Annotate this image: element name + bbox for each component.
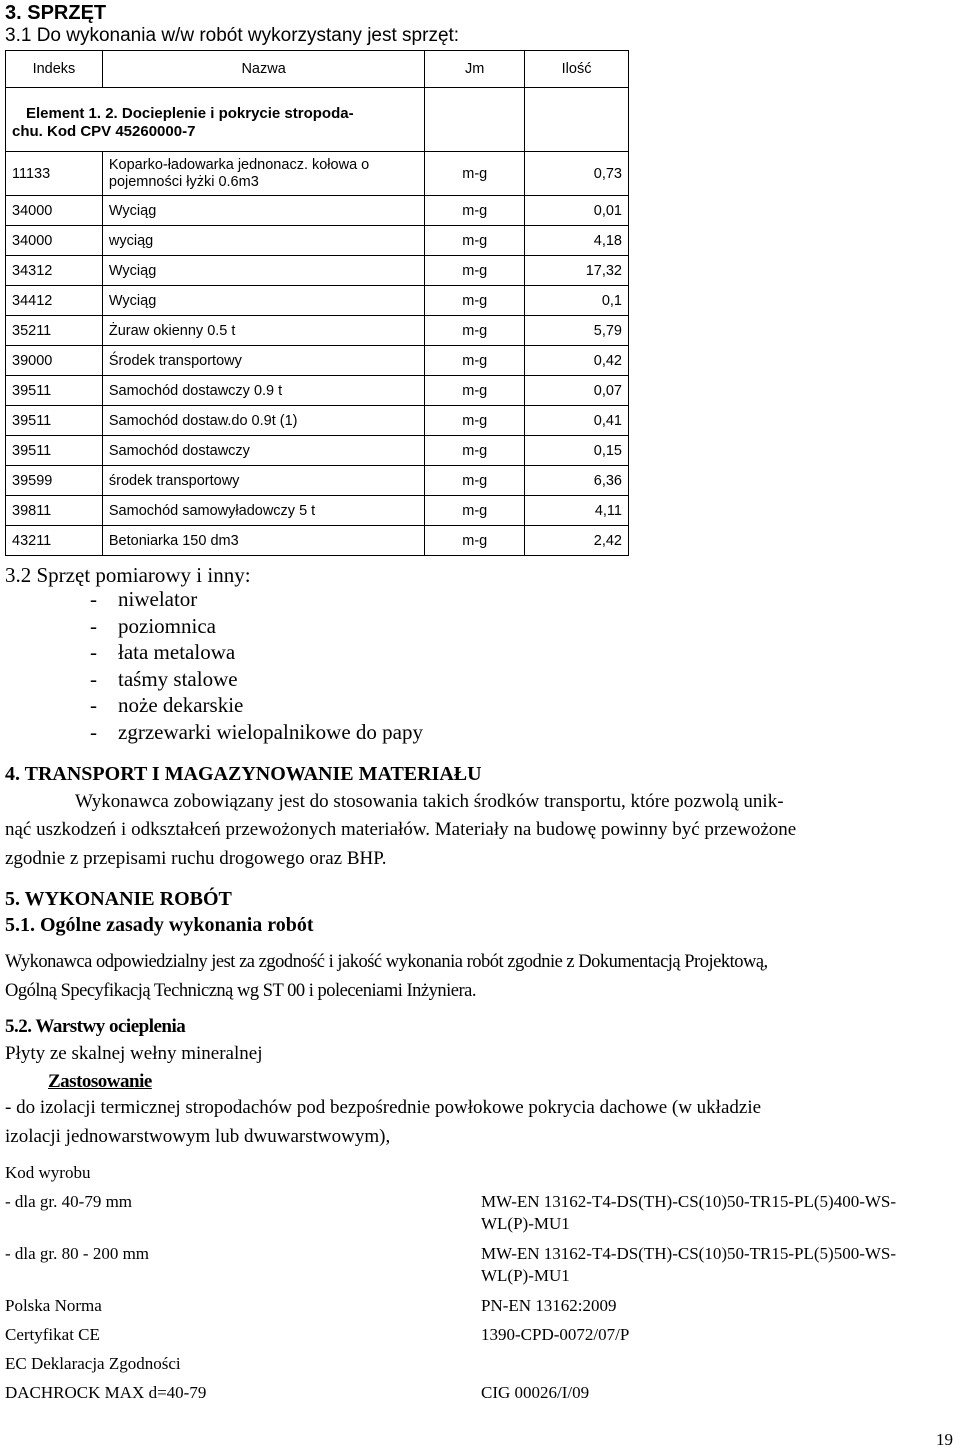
table-row bbox=[6, 526, 629, 556]
row-index: 39511 bbox=[6, 406, 103, 436]
list-item: - taśmy stalowe bbox=[90, 667, 238, 691]
row-qty: 0,01 bbox=[525, 196, 629, 226]
section-5-1-title: 5.1. Ogólne zasady wykonania robót bbox=[5, 914, 314, 936]
header-nazwa: Nazwa bbox=[102, 51, 424, 88]
row-index: 39511 bbox=[6, 376, 103, 406]
table-row bbox=[6, 152, 629, 196]
row-name: Wyciąg bbox=[102, 196, 424, 226]
kod-wyrobu-label: Kod wyrobu bbox=[5, 1163, 91, 1182]
header-ilosc: Ilość bbox=[525, 51, 629, 88]
table-row bbox=[6, 466, 629, 496]
header-indeks: Indeks bbox=[6, 51, 103, 88]
table-row bbox=[6, 256, 629, 286]
row-qty: 0,42 bbox=[525, 346, 629, 376]
row-index: 39599 bbox=[6, 466, 103, 496]
row-qty: 6,36 bbox=[525, 466, 629, 496]
spec-label: Certyfikat CE bbox=[5, 1325, 100, 1344]
element-ilosc-cell bbox=[525, 88, 629, 152]
spec-label: DACHROCK MAX d=40-79 bbox=[5, 1383, 207, 1402]
row-index: 39511 bbox=[6, 436, 103, 466]
table-row bbox=[6, 346, 629, 376]
row-unit: m-g bbox=[425, 376, 525, 406]
list-item: - zgrzewarki wielopalnikowe do papy bbox=[90, 720, 423, 744]
table-row bbox=[6, 436, 629, 466]
row-name: środek transportowy bbox=[102, 466, 424, 496]
row-qty: 4,11 bbox=[525, 496, 629, 526]
list-item: - noże dekarskie bbox=[90, 693, 244, 717]
table-row bbox=[6, 496, 629, 526]
section-5-2-title: 5.2. Warstwy ocieplenia bbox=[5, 1016, 186, 1037]
row-unit: m-g bbox=[425, 406, 525, 436]
table-row bbox=[6, 226, 629, 256]
section-3-title: 3. SPRZĘT bbox=[5, 2, 107, 24]
row-unit: m-g bbox=[425, 526, 525, 556]
row-unit: m-g bbox=[425, 466, 525, 496]
row-qty: 4,18 bbox=[525, 226, 629, 256]
spec-value-line1: 1390-CPD-0072/07/P bbox=[481, 1325, 630, 1344]
section-4-paragraph-line3: zgodnie z przepisami ruchu drogowego oraz BHP. bbox=[5, 848, 387, 869]
row-qty: 0,41 bbox=[525, 406, 629, 436]
row-index: 11133 bbox=[6, 152, 103, 196]
row-name bbox=[102, 152, 424, 196]
row-unit: m-g bbox=[425, 152, 525, 196]
row-index: 34412 bbox=[6, 286, 103, 316]
spec-label: - dla gr. 80 - 200 mm bbox=[5, 1244, 150, 1263]
row-name: Samochód samowyładowczy 5 t bbox=[102, 496, 424, 526]
row-index: 35211 bbox=[6, 316, 103, 346]
spec-label: - dla gr. 40-79 mm bbox=[5, 1192, 133, 1211]
row-name: Samochód dostawczy bbox=[102, 436, 424, 466]
spec-label: Polska Norma bbox=[5, 1296, 102, 1315]
row-name: Wyciąg bbox=[102, 286, 424, 316]
row-unit: m-g bbox=[425, 316, 525, 346]
row-qty: 5,79 bbox=[525, 316, 629, 346]
row-index: 43211 bbox=[6, 526, 103, 556]
row-name: wyciąg bbox=[102, 226, 424, 256]
section-4-paragraph-line1: Wykonawca zobowiązany jest do stosowania takich środków transportu, które pozwolą unik- bbox=[75, 791, 784, 812]
section-5-1-paragraph-line2: Ogólną Specyfikacją Techniczną wg ST 00 i poleceniami Inżyniera. bbox=[5, 981, 476, 1001]
table-row bbox=[6, 406, 629, 436]
spec-value-line2: WL(P)-MU1 bbox=[481, 1266, 570, 1285]
table-row bbox=[6, 376, 629, 406]
row-unit: m-g bbox=[425, 286, 525, 316]
table-header-row bbox=[6, 51, 629, 88]
row-name: Betoniarka 150 dm3 bbox=[102, 526, 424, 556]
row-name: Samochód dostaw.do 0.9t (1) bbox=[102, 406, 424, 436]
row-name: Żuraw okienny 0.5 t bbox=[102, 316, 424, 346]
row-qty: 0,1 bbox=[525, 286, 629, 316]
equipment-table bbox=[5, 50, 629, 556]
row-name-line1: Koparko-ładowarka jednonacz. kołowa o bbox=[108, 156, 370, 173]
header-jm: Jm bbox=[425, 51, 525, 88]
row-name-line2: pojemności łyżki 0.6m3 bbox=[108, 173, 259, 190]
page-number: 19 bbox=[936, 1430, 953, 1449]
list-item-text: poziomnica bbox=[118, 614, 216, 638]
spec-value-line1: MW-EN 13162-T4-DS(TH)-CS(10)50-TR15-PL(5)400-WS- bbox=[481, 1192, 897, 1211]
list-item-text: łata metalowa bbox=[118, 640, 236, 664]
element-label bbox=[6, 88, 425, 152]
zastosowanie-heading: Zastosowanie bbox=[48, 1071, 152, 1092]
section-4-paragraph-line2: nąć uszkodzeń i odkształceń przewożonych materiałów. Materiały na budowę powinny być przewożone bbox=[5, 819, 797, 840]
row-index: 39811 bbox=[6, 496, 103, 526]
zastosowanie-line2: izolacji jednowarstwowym lub dwuwarstwowym), bbox=[5, 1126, 391, 1147]
row-unit: m-g bbox=[425, 256, 525, 286]
row-index: 34000 bbox=[6, 196, 103, 226]
row-qty: 0,73 bbox=[525, 152, 629, 196]
row-qty: 0,07 bbox=[525, 376, 629, 406]
table-row bbox=[6, 316, 629, 346]
list-item-text: zgrzewarki wielopalnikowe do papy bbox=[118, 720, 423, 744]
section-5-1-paragraph-line1: Wykonawca odpowiedzialny jest za zgodność i jakość wykonania robót zgodnie z Dokumentacją Projektową, bbox=[5, 952, 768, 972]
spec-value-line1: PN-EN 13162:2009 bbox=[481, 1296, 617, 1315]
row-qty: 0,15 bbox=[525, 436, 629, 466]
row-index: 34312 bbox=[6, 256, 103, 286]
list-item: - niwelator bbox=[90, 587, 198, 611]
section-5-2-paragraph: Płyty ze skalnej wełny mineralnej bbox=[5, 1043, 263, 1064]
table-row bbox=[6, 286, 629, 316]
zastosowanie-line1: - do izolacji termicznej stropodachów pod bezpośrednie powłokowe pokrycia dachowe (w układzie bbox=[5, 1097, 762, 1118]
row-unit: m-g bbox=[425, 496, 525, 526]
section-5-title: 5. WYKONANIE ROBÓT bbox=[5, 888, 232, 910]
list-item-text: noże dekarskie bbox=[118, 693, 244, 717]
row-qty: 2,42 bbox=[525, 526, 629, 556]
element-label-line2: chu. Kod CPV 45260000-7 bbox=[12, 122, 196, 140]
section-4-title: 4. TRANSPORT I MAGAZYNOWANIE MATERIAŁU bbox=[5, 763, 482, 785]
spec-label: EC Deklaracja Zgodności bbox=[5, 1354, 181, 1373]
spec-value-line1: CIG 00026/I/09 bbox=[481, 1383, 590, 1402]
row-name: Środek transportowy bbox=[102, 346, 424, 376]
list-item: - łata metalowa bbox=[90, 640, 236, 664]
row-qty: 17,32 bbox=[525, 256, 629, 286]
element-label-line1: Element 1. 2. Docieplenie i pokrycie stropoda- bbox=[26, 104, 354, 122]
row-name: Wyciąg bbox=[102, 256, 424, 286]
row-unit: m-g bbox=[425, 226, 525, 256]
table-row bbox=[6, 196, 629, 226]
list-item: - poziomnica bbox=[90, 614, 216, 638]
spec-value-line1: MW-EN 13162-T4-DS(TH)-CS(10)50-TR15-PL(5)500-WS- bbox=[481, 1244, 897, 1263]
section-3-2-title: 3.2 Sprzęt pomiarowy i inny: bbox=[5, 563, 251, 587]
row-name: Samochód dostawczy 0.9 t bbox=[102, 376, 424, 406]
row-unit: m-g bbox=[425, 436, 525, 466]
row-unit: m-g bbox=[425, 346, 525, 376]
list-item-text: niwelator bbox=[118, 587, 198, 611]
list-item-text: taśmy stalowe bbox=[118, 667, 238, 691]
element-row bbox=[6, 88, 629, 152]
row-index: 39000 bbox=[6, 346, 103, 376]
row-unit: m-g bbox=[425, 196, 525, 226]
spec-value-line2: WL(P)-MU1 bbox=[481, 1214, 570, 1233]
section-3-1-subtitle: 3.1 Do wykonania w/w robót wykorzystany jest sprzęt: bbox=[5, 25, 460, 46]
row-index: 34000 bbox=[6, 226, 103, 256]
element-jm-cell bbox=[425, 88, 525, 152]
